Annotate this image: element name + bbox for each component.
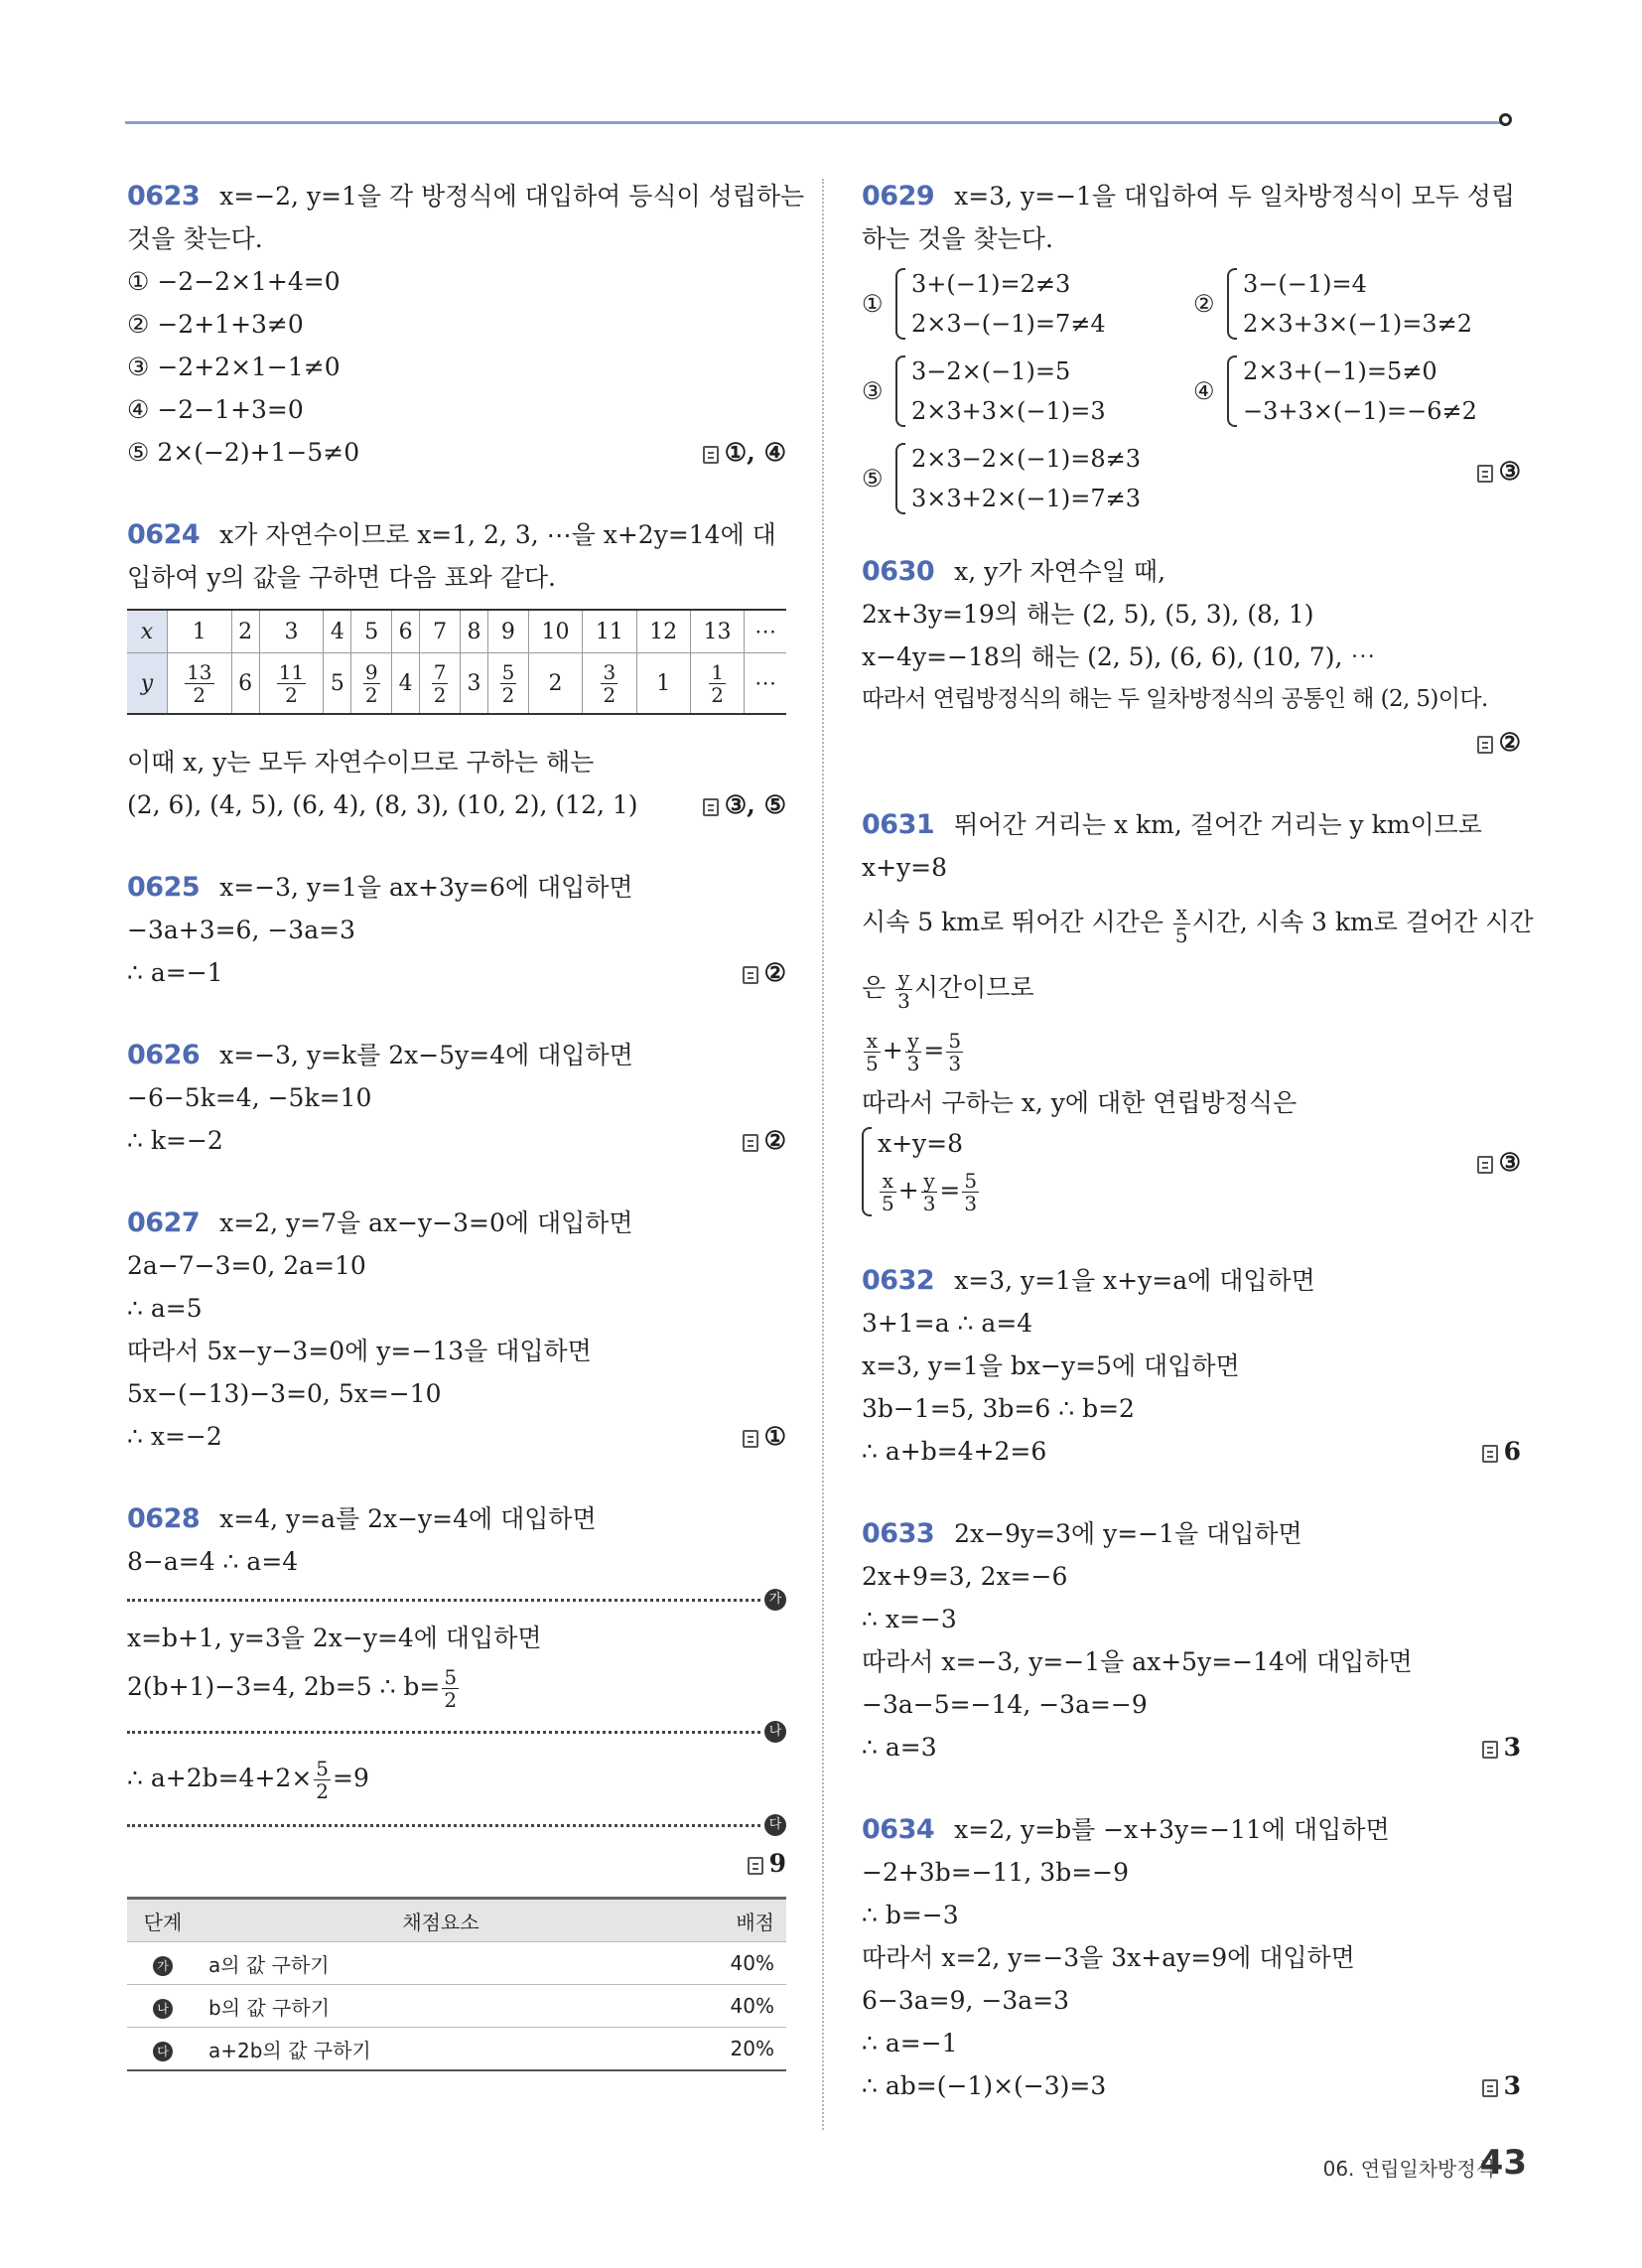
scoring-points: 20% xyxy=(684,2028,786,2071)
answer-value: ③, ⑤ xyxy=(724,790,786,819)
text-line: x가 자연수이므로 x=1, 2, 3, ⋯을 x+2y=14에 대 xyxy=(219,520,776,549)
fraction-numerator: y xyxy=(921,1170,938,1193)
step-badge: 다 xyxy=(153,2042,173,2061)
scoring-desc: a+2b의 값 구하기 xyxy=(199,2028,684,2071)
fraction xyxy=(442,1666,459,1711)
y-cell: ⋯ xyxy=(745,653,786,715)
text-line: ∴ ab=(−1)×(−3)=3 xyxy=(862,2071,1107,2100)
option-marker: ④ xyxy=(1193,377,1215,405)
option-marker: ② xyxy=(1193,290,1215,318)
y-cell xyxy=(168,653,232,715)
text-line: 은 xyxy=(862,973,887,1002)
option-marker: ⑤ xyxy=(862,465,884,493)
x-cell: 7 xyxy=(420,610,461,653)
table-header-x: x xyxy=(127,610,168,653)
text-line: ∴ a=−1 xyxy=(862,2029,958,2057)
answer-icon xyxy=(743,1134,758,1152)
text-line: x=3, y=1을 x+y=a에 대입하면 xyxy=(954,1266,1315,1295)
header-rule xyxy=(125,121,1507,124)
answer xyxy=(743,1119,786,1162)
brace xyxy=(895,268,905,340)
text-line: 따라서 연립방정식의 해는 두 일차방정식의 공통인 해 (2, 5)이다. xyxy=(862,686,1488,712)
fraction-denominator: 2 xyxy=(433,682,447,707)
text-line: 입하여 y의 값을 구하면 다음 표와 같다. xyxy=(127,563,557,592)
equation: 2×3+3×(−1)=3≠2 xyxy=(1243,310,1472,338)
equation: 3+(−1)=2≠3 xyxy=(911,270,1071,298)
text-line: 따라서 x=−3, y=−1을 ax+5y=−14에 대입하면 xyxy=(862,1647,1413,1676)
text-line: x=2, y=7을 ax−y−3=0에 대입하면 xyxy=(219,1208,633,1237)
table-row xyxy=(127,1942,786,1985)
answer-icon xyxy=(1477,736,1493,754)
answer xyxy=(703,783,786,826)
problem-0627 xyxy=(127,1202,786,1458)
x-cell: 5 xyxy=(351,610,392,653)
problem-number: 0624 xyxy=(127,519,201,550)
final-system xyxy=(862,1124,1521,1219)
plus-sign: + xyxy=(882,1036,903,1064)
fraction-denominator: 2 xyxy=(711,682,724,707)
text-line: x=−2, y=1을 각 방정식에 대입하여 등식이 성립하는 xyxy=(219,182,805,211)
fraction-denominator: 2 xyxy=(316,1779,330,1803)
problem-0632 xyxy=(862,1259,1521,1473)
fraction xyxy=(864,1030,881,1074)
answer-value: 9 xyxy=(768,1849,786,1878)
answer xyxy=(743,1415,786,1458)
equation: 2×3+3×(−1)=3 xyxy=(911,397,1106,425)
fraction xyxy=(314,1758,331,1802)
y-cell: 4 xyxy=(392,653,420,715)
answer-value: ② xyxy=(1498,728,1521,757)
fraction xyxy=(946,1030,963,1074)
fraction-numerator: 9 xyxy=(364,659,378,684)
scoring-points: 40% xyxy=(684,1985,786,2028)
text-line: ∴ k=−2 xyxy=(127,1126,223,1155)
fraction-denominator: 2 xyxy=(193,682,206,707)
text-line: 뛰어간 거리는 x km, 걸어간 거리는 y km이므로 xyxy=(954,810,1482,839)
y-cell xyxy=(259,653,324,715)
y-cell: 2 xyxy=(528,653,582,715)
fraction-numerator: x xyxy=(1173,902,1190,924)
text-line: 2x−9y=3에 y=−1을 대입하면 xyxy=(954,1519,1302,1548)
scoring-header-points: 배점 xyxy=(684,1899,786,1942)
problem-0626 xyxy=(127,1034,786,1162)
answer-icon xyxy=(1482,1741,1498,1759)
system-1 xyxy=(862,260,1189,348)
y-cell xyxy=(690,653,744,715)
equation: 2×3+(−1)=5≠0 xyxy=(1243,357,1437,385)
fraction xyxy=(500,661,517,706)
fraction xyxy=(905,1030,922,1074)
text-line: 3+1=a ∴ a=4 xyxy=(862,1309,1033,1338)
answer-icon xyxy=(703,446,719,464)
answer-icon xyxy=(1477,1156,1493,1174)
answer-icon xyxy=(743,966,758,984)
text-line: 2x+9=3, 2x=−6 xyxy=(862,1562,1068,1591)
text-line: x=3, y=−1을 대입하여 두 일차방정식이 모두 성립 xyxy=(954,182,1516,211)
text-line: x=4, y=a를 2x−y=4에 대입하면 xyxy=(219,1504,597,1533)
text-line: ∴ a=−1 xyxy=(127,958,223,987)
fraction-numerator: 11 xyxy=(278,659,305,684)
fraction xyxy=(601,661,617,706)
problem-0633 xyxy=(862,1512,1521,1769)
problem-number: 0632 xyxy=(862,1265,935,1296)
problem-number: 0625 xyxy=(127,872,201,903)
x-cell: 8 xyxy=(460,610,487,653)
answer xyxy=(703,431,786,474)
equation: 2×3−(−1)=7≠4 xyxy=(911,310,1106,338)
text-line: x=−3, y=1을 ax+3y=6에 대입하면 xyxy=(219,873,633,902)
brace xyxy=(862,1127,872,1216)
step-marker: 가 xyxy=(764,1589,786,1611)
y-cell: 3 xyxy=(460,653,487,715)
scoring-desc: b의 값 구하기 xyxy=(199,1985,684,2028)
y-cell: 6 xyxy=(231,653,259,715)
value-table xyxy=(127,609,786,715)
problem-number: 0630 xyxy=(862,556,935,587)
fraction-numerator: 7 xyxy=(433,659,447,684)
option-3: ③ −2+2×1−1≠0 xyxy=(127,353,341,381)
answer-value: 3 xyxy=(1503,2071,1521,2100)
equals-sign: = xyxy=(923,1036,945,1064)
text-line: =9 xyxy=(333,1764,369,1792)
scoring-header-desc: 채점요소 xyxy=(199,1899,684,1942)
answer-value: 3 xyxy=(1503,1733,1521,1762)
text-line: (2, 6), (4, 5), (6, 4), (8, 3), (10, 2), (12, 1) xyxy=(127,790,638,819)
answer-value: ② xyxy=(763,958,786,987)
fraction-denominator: 2 xyxy=(364,682,378,707)
fraction-denominator: 5 xyxy=(866,1052,879,1075)
answer-value: ② xyxy=(763,1126,786,1155)
y-cell: 5 xyxy=(324,653,351,715)
step-badge: 가 xyxy=(153,1956,173,1976)
problem-number: 0626 xyxy=(127,1040,201,1070)
problem-0624 xyxy=(127,513,786,826)
column-divider xyxy=(822,179,824,2130)
answer xyxy=(743,951,786,994)
text-line: x, y가 자연수일 때, xyxy=(954,557,1166,586)
text-line: 3b−1=5, 3b=6 ∴ b=2 xyxy=(862,1394,1135,1423)
text-line: 이때 x, y는 모두 자연수이므로 구하는 해는 xyxy=(127,748,595,777)
fraction-denominator: 3 xyxy=(906,1052,920,1075)
fraction xyxy=(709,661,726,706)
problem-number: 0623 xyxy=(127,181,201,212)
y-cell xyxy=(420,653,461,715)
text-line: 5x−(−13)−3=0, 5x=−10 xyxy=(127,1379,442,1408)
y-cell: 1 xyxy=(636,653,690,715)
step-separator xyxy=(127,1814,786,1836)
text-line: −3a+3=6, −3a=3 xyxy=(127,916,355,944)
step-separator xyxy=(127,1721,786,1743)
equation: 2×3−2×(−1)=8≠3 xyxy=(911,445,1141,473)
text-line: x+y=8 xyxy=(862,853,948,882)
problem-0629 xyxy=(862,175,1521,522)
fraction-denominator: 3 xyxy=(948,1052,962,1075)
equation: 3×3+2×(−1)=7≠3 xyxy=(911,485,1141,512)
fraction-denominator: 5 xyxy=(1174,923,1188,947)
problem-number: 0633 xyxy=(862,1518,935,1549)
text-line: 2(b+1)−3=4, 2b=5 ∴ b= xyxy=(127,1672,441,1701)
problem-0630 xyxy=(862,550,1521,764)
scoring-desc: a의 값 구하기 xyxy=(199,1942,684,1985)
x-cell: 4 xyxy=(324,610,351,653)
x-cell: 11 xyxy=(583,610,636,653)
brace xyxy=(1227,268,1237,340)
y-cell xyxy=(488,653,529,715)
text-line: ∴ b=−3 xyxy=(862,1901,959,1929)
answer-icon xyxy=(1482,2079,1498,2097)
text-line: 시속 5 km로 뛰어간 시간은 xyxy=(862,908,1163,936)
text-line: 것을 찾는다. xyxy=(127,224,263,253)
fraction-numerator: 5 xyxy=(444,1665,458,1689)
scoring-table xyxy=(127,1897,786,2071)
answer-value: ①, ④ xyxy=(724,438,786,467)
fraction-denominator: 3 xyxy=(897,989,910,1013)
problem-0631 xyxy=(862,803,1534,1219)
answer xyxy=(1477,1148,1521,1177)
text-line: 8−a=4 ∴ a=4 xyxy=(127,1547,299,1576)
fraction-numerator: x xyxy=(864,1030,881,1053)
answer xyxy=(1482,1726,1521,1769)
plus-sign: + xyxy=(897,1176,919,1205)
x-cell: 1 xyxy=(168,610,232,653)
fraction-numerator: 1 xyxy=(711,659,724,684)
fraction xyxy=(895,967,912,1012)
option-marker: ③ xyxy=(862,377,884,405)
answer xyxy=(1477,721,1521,764)
problem-0628 xyxy=(127,1497,786,2071)
problem-number: 0628 xyxy=(127,1503,201,1534)
fraction-numerator: y xyxy=(895,967,912,990)
fraction-numerator: 13 xyxy=(187,659,212,684)
fraction-denominator: 2 xyxy=(444,1688,458,1712)
fraction xyxy=(921,1170,938,1214)
table-row xyxy=(127,2028,786,2071)
scoring-points: 40% xyxy=(684,1942,786,1985)
left-column xyxy=(127,175,805,2071)
answer xyxy=(1477,457,1521,486)
fraction-numerator: 5 xyxy=(964,1169,978,1193)
fraction-denominator: 2 xyxy=(501,682,515,707)
x-cell: 10 xyxy=(528,610,582,653)
answer-icon xyxy=(703,798,719,816)
answer-value: ③ xyxy=(1498,457,1521,486)
problem-0625 xyxy=(127,866,786,994)
scoring-header-step: 단계 xyxy=(127,1899,199,1942)
text-line: 따라서 x=2, y=−3을 3x+ay=9에 대입하면 xyxy=(862,1943,1355,1972)
text-line: 6−3a=9, −3a=3 xyxy=(862,1986,1070,2015)
text-line: x=3, y=1을 bx−y=5에 대입하면 xyxy=(862,1351,1240,1380)
option-2: ② −2+1+3≠0 xyxy=(127,310,304,339)
fraction xyxy=(277,661,306,706)
answer-icon xyxy=(743,1430,758,1448)
text-line: −3a−5=−14, −3a=−9 xyxy=(862,1690,1148,1719)
problem-0623 xyxy=(127,175,805,474)
problem-number: 0631 xyxy=(862,809,935,840)
text-line: ∴ a+b=4+2=6 xyxy=(862,1437,1047,1466)
fraction-numerator: x xyxy=(880,1170,896,1193)
problem-0634 xyxy=(862,1808,1521,2107)
text-line: ∴ a+2b=4+2× xyxy=(127,1764,313,1792)
x-cell: 3 xyxy=(259,610,324,653)
x-cell: 6 xyxy=(392,610,420,653)
fraction-denominator: 5 xyxy=(882,1192,894,1215)
x-cell: ⋯ xyxy=(745,610,786,653)
equation: 3−(−1)=4 xyxy=(1243,270,1367,298)
answer xyxy=(748,1842,786,1885)
text-line: 2x+3y=19의 해는 (2, 5), (5, 3), (8, 1) xyxy=(862,600,1314,629)
table-header-y: y xyxy=(127,653,168,715)
system-5 xyxy=(862,435,1189,522)
text-line: 따라서 5x−y−3=0에 y=−13을 대입하면 xyxy=(127,1337,592,1365)
answer-value: 6 xyxy=(1503,1437,1521,1466)
option-4: ④ −2−1+3=0 xyxy=(127,395,304,424)
brace xyxy=(1227,355,1237,427)
fraction xyxy=(363,661,380,706)
text-line: 시간, 시속 3 km로 걸어간 시간 xyxy=(1191,908,1534,936)
right-column xyxy=(862,175,1534,2107)
fraction-denominator: 3 xyxy=(922,1192,936,1215)
text-line: x=2, y=b를 −x+3y=−11에 대입하면 xyxy=(954,1815,1390,1844)
header-rule-dot xyxy=(1499,113,1512,126)
fraction-numerator: y xyxy=(905,1030,922,1053)
fraction-numerator: 5 xyxy=(316,1757,330,1780)
chapter-label: 06. 연립일차방정식 xyxy=(1322,2157,1495,2181)
option-marker: ① xyxy=(862,290,884,318)
system-4 xyxy=(1193,348,1521,435)
fraction-denominator: 2 xyxy=(285,682,298,707)
text-line: ∴ a=3 xyxy=(862,1733,937,1762)
brace xyxy=(895,443,905,514)
text-line: −6−5k=4, −5k=10 xyxy=(127,1083,372,1112)
option-1: ① −2−2×1+4=0 xyxy=(127,267,341,296)
equation: 3−2×(−1)=5 xyxy=(911,357,1071,385)
equation: x+y=8 xyxy=(878,1129,964,1158)
brace xyxy=(895,355,905,427)
option-5: ⑤ 2×(−2)+1−5≠0 xyxy=(127,438,360,467)
fraction-numerator: 5 xyxy=(948,1029,962,1053)
x-cell: 12 xyxy=(636,610,690,653)
y-cell xyxy=(351,653,392,715)
system-2 xyxy=(1193,260,1521,348)
problem-number: 0629 xyxy=(862,181,935,212)
step-badge: 나 xyxy=(153,1999,173,2019)
fraction xyxy=(880,1170,896,1214)
text-line: ∴ x=−3 xyxy=(862,1605,957,1633)
fraction-numerator: 3 xyxy=(603,659,616,684)
text-line: x−4y=−18의 해는 (2, 5), (6, 6), (10, 7), ⋯ xyxy=(862,642,1376,671)
page-number: 43 xyxy=(1479,2143,1527,2183)
system-3 xyxy=(862,348,1189,435)
fraction-numerator: 5 xyxy=(501,659,515,684)
text-line: 따라서 구하는 x, y에 대한 연립방정식은 xyxy=(862,1088,1298,1117)
equals-sign: = xyxy=(939,1176,961,1205)
fraction xyxy=(962,1170,979,1214)
text-line: −2+3b=−11, 3b=−9 xyxy=(862,1858,1130,1887)
problem-number: 0627 xyxy=(127,1207,201,1238)
text-line: 시간이므로 xyxy=(913,973,1034,1002)
fraction xyxy=(185,661,213,706)
step-separator xyxy=(127,1589,786,1611)
text-line: ∴ x=−2 xyxy=(127,1422,222,1451)
x-cell: 13 xyxy=(690,610,744,653)
problem-number: 0634 xyxy=(862,1814,935,1845)
table-row xyxy=(127,1985,786,2028)
fraction-denominator: 3 xyxy=(964,1192,978,1215)
text-line: 하는 것을 찾는다. xyxy=(862,224,1053,253)
answer-icon xyxy=(1482,1445,1498,1463)
text-line: ∴ a=5 xyxy=(127,1294,203,1323)
answer-icon xyxy=(748,1857,763,1875)
text-line: 2a−7−3=0, 2a=10 xyxy=(127,1251,366,1280)
answer-icon xyxy=(1477,465,1493,483)
answer-value: ① xyxy=(763,1422,786,1451)
y-cell xyxy=(583,653,636,715)
answer xyxy=(1482,2064,1521,2107)
fraction xyxy=(1173,902,1190,946)
equation: −3+3×(−1)=−6≠2 xyxy=(1243,397,1477,425)
answer-value: ③ xyxy=(1498,1148,1521,1177)
step-marker: 나 xyxy=(764,1721,786,1743)
fraction xyxy=(432,661,449,706)
x-cell: 9 xyxy=(488,610,529,653)
answer xyxy=(1482,1430,1521,1473)
x-cell: 2 xyxy=(231,610,259,653)
text-line: x=−3, y=k를 2x−5y=4에 대입하면 xyxy=(219,1041,633,1069)
fraction-denominator: 2 xyxy=(603,682,616,707)
text-line: x=b+1, y=3을 2x−y=4에 대입하면 xyxy=(127,1624,542,1652)
step-marker: 다 xyxy=(764,1814,786,1836)
